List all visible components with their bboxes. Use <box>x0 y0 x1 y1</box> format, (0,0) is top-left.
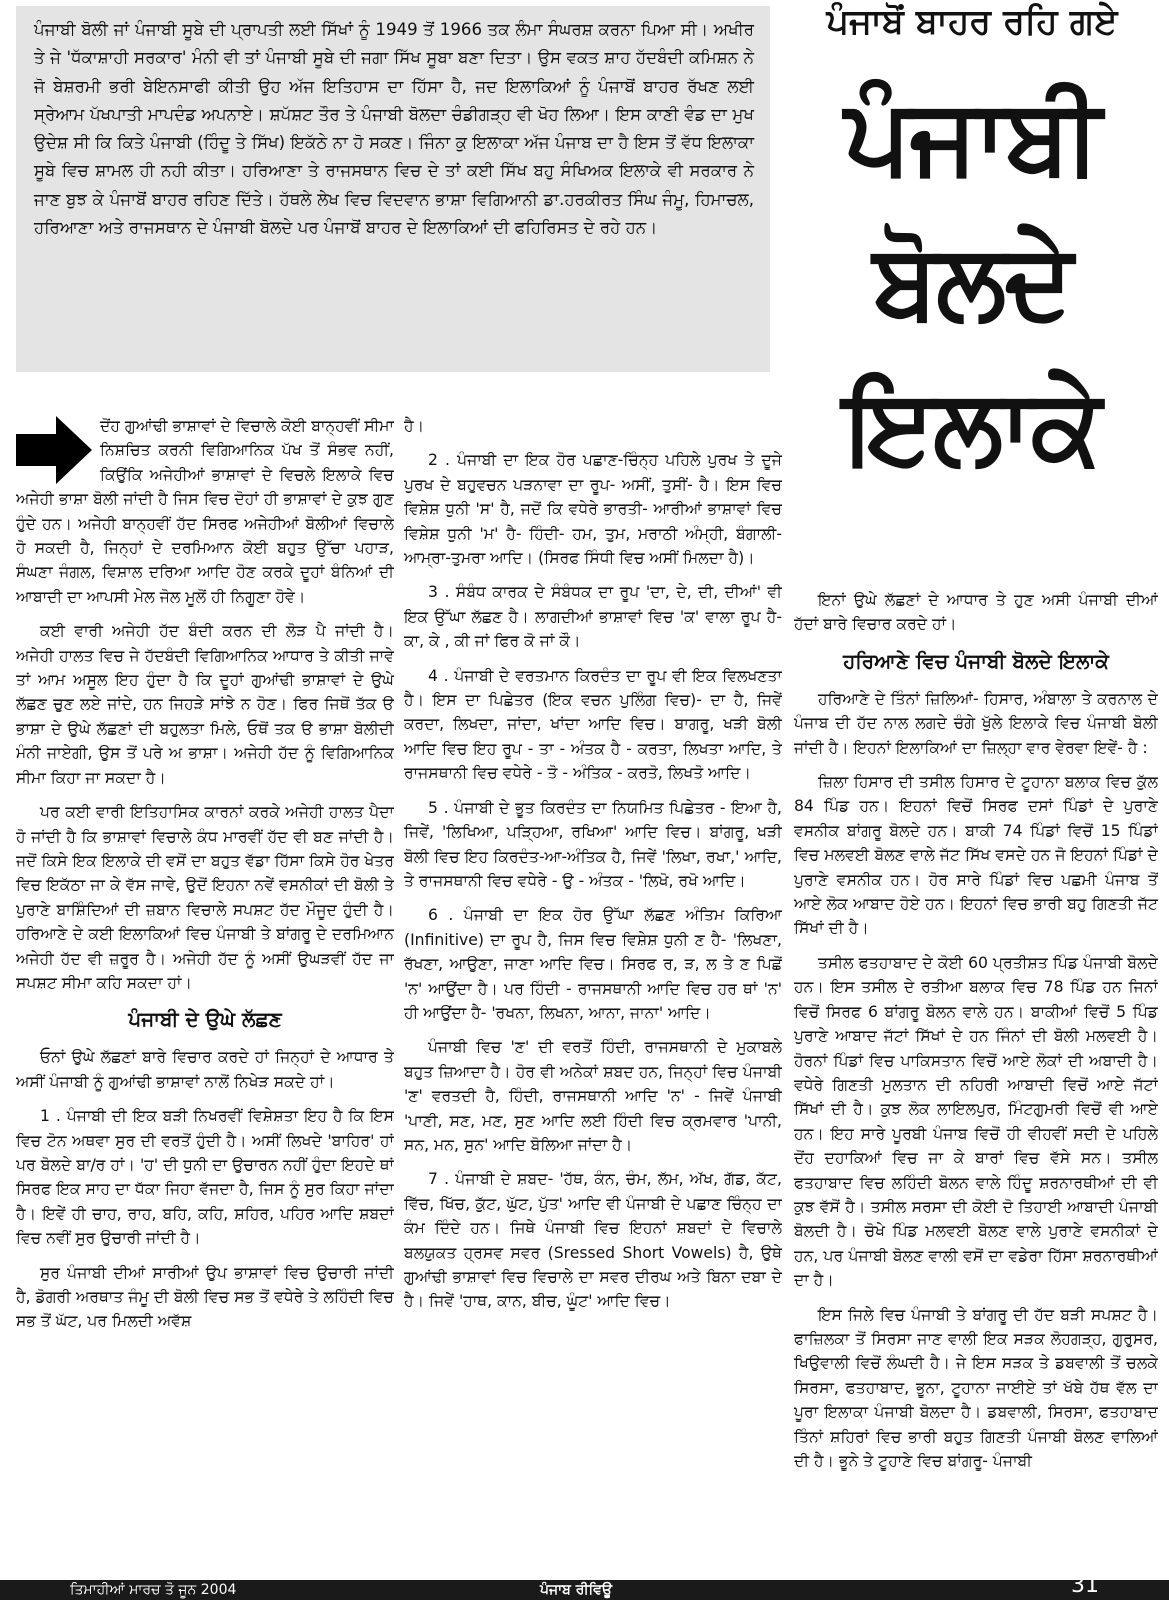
headline-line-1: ਪੰਜਾਬੀ <box>844 75 1100 197</box>
headline <box>782 64 1162 499</box>
section-heading: ਹਰਿਆਣੇ ਵਿਚ ਪੰਜਾਬੀ ਬੋਲਦੇ ਇਲਾਕੇ <box>843 648 1109 673</box>
page-number: 31 <box>1071 1573 1099 1598</box>
paragraph: ਦੋਂਹ ਗੁਆਂਢੀ ਭਾਸ਼ਾਵਾਂ ਦੇ ਵਿਚਾਲੇ ਕੋਈ ਬਾਨ੍ਹਵੀਂ ਸੀਮਾ ਨਿਸ਼ਚਿਤ ਕਰਨੀ ਵਿਗਿਆਨਿਕ ਪੱਖ ਤੋਂ ਸੰਭਵ ਨਹੀਂ, ਕਿਉਂਕਿ ਅਜੇਹੀਆਂ ਭਾਸ਼ਾਵਾਂ ਦੇ ਵਿਚਲੇ ਇਲਾਕੇ ਵਿਚ ਅਜੇਹੀ ਭਾਸ਼ਾ ਬੋਲੀ ਜਾਂਦੀ ਹੈ ਜਿਸ ਵਿਚ ਦੋਹਾਂ ਹੀ ਭਾਸ਼ਾਵਾਂ ਦੇ ਕੁਝ ਗੁਣ ਹੁੰਦੇ ਹਨ। ਅਜੇਹੀ ਬਾਨ੍ਹਵੀਂ ਹੱਦ ਸਿਰਫ ਅਜੇਹੀਆਂ ਬੋਲੀਆਂ ਵਿਚਾਲੇ ਹੋ ਸਕਦੀ ਹੈ, ਜਿਨ੍ਹਾਂ ਦੇ ਦਰਮਿਆਨ ਕੋਈ ਬਹੁਤ ਉੱਚਾ ਪਹਾੜ, ਸੰਘਣਾ ਜੰਗਲ, ਵਿਸ਼ਾਲ ਦਰਿਆ ਆਦਿ ਹੋਣ ਕਰਕੇ ਦੂਹਾਂ ਬੰਨਿਆਂ ਦੀ ਆਬਾਦੀ ਦਾ ਆਪਸੀ ਮੇਲ ਜੋਲ ਮੂਲੋਂ ਹੀ ਨਿਗੂਣਾ ਹੋਵੇ। <box>16 417 394 606</box>
paragraph: 5 . ਪੰਜਾਬੀ ਦੇ ਭੂਤ ਕਿਰਦੰਤ ਦਾ ਨਿਯਮਿਤ ਪਿਛੇਤਰ - ਇਆ ਹੈ, ਜਿਵੇਂ, 'ਲਿਖਿਆ, ਪੜ੍ਹਿਆ, ਰਖਿਆ' ਆਦਿ ਵਿਚ। ਬਾਂਗਰੂ, ਖੜੀ ਬੋਲੀ ਵਿਚ ਇਹ ਕਿਰਦੰਤ-ਆ-ਅੰਤਿਕ ਹੈ, ਜਿਵੇਂ 'ਲਿਖਾ, ਰਖਾ,' ਆਦਿ, ਤੇ ਰਾਜਸਥਾਨੀ ਵਿਚ ਵਧੇਰੇ - ਉ - ਅੰਤਕ - 'ਲਿਖੋ, ਰਖੋ ਆਦਿ। <box>404 798 782 890</box>
paragraph: ਪਰ ਕਈ ਵਾਰੀ ਇਤਿਹਾਸਿਕ ਕਾਰਨਾਂ ਕਰਕੇ ਅਜੇਹੀ ਹਾਲਤ ਪੈਦਾ ਹੋ ਜਾਂਦੀ ਹੈ ਕਿ ਭਾਸ਼ਾਵਾਂ ਵਿਚਾਲੇ ਕੰਧ ਮਾਰਵੀਂ ਹੱਦ ਵੀ ਬਣ ਜਾਂਦੀ ਹੈ। ਜਦੋਂ ਕਿਸੇ ਇਕ ਇਲਾਕੇ ਦੀ ਵਸੋਂ ਦਾ ਬਹੁਤ ਵੱਡਾ ਹਿੱਸਾ ਕਿਸੇ ਹੋਰ ਖੇਤਰ ਵਿਚ ਇਕੱਠਾ ਜਾ ਕੇ ਵੱਸ ਜਾਵੇ, ਉਦੋਂ ਇਹਨਾ ਨਵੇਂ ਵਸਨੀਕਾਂ ਦੀ ਬੋਲੀ ਤੇ ਪੁਰਾਣੇ ਬਾਸ਼ਿੰਦਿਆਂ ਦੀ ਜ਼ਬਾਨ ਵਿਚਾਲੇ ਸਪਸ਼ਟ ਹੱਦ ਮੌਜੂਦ ਹੁੰਦੀ ਹੈ। ਹਰਿਆਣੇ ਦੇ ਕਈ ਇਲਾਕਿਆਂ ਵਿਚ ਪੰਜਾਬੀ ਤੇ ਬਾਂਗਰੂ ਦੇ ਦਰਮਿਆਨ ਅਜੇਹੀ ਹੱਦ ਵੀ ਜ਼ਰੂਰ ਹੈ। ਅਜੇਹੀ ਹੱਦ ਨੂੰ ਅਸੀਂ ਉਘੜਵੀਂ ਹੱਦ ਜਾ ਸਪਸ਼ਟ ਸੀਮਾ ਕਹਿ ਸਕਦਾ ਹਾਂ। <box>16 803 394 992</box>
page-footer <box>0 1573 1169 1600</box>
intro-text: ਪੰਜਾਬੀ ਬੋਲੀ ਜਾਂ ਪੰਜਾਬੀ ਸੂਬੇ ਦੀ ਪ੍ਰਾਪਤੀ ਲਈ ਸਿੱਖਾਂ ਨੂੰ 1949 ਤੋਂ 1966 ਤਕ ਲੰਮਾ ਸੰਘਰਸ਼ ਕਰਨਾ ਪਿਆ ਸੀ। ਅਖੀਰ ਤੇ ਜੇ 'ਧੱਕਾਸ਼ਾਹੀ ਸਰਕਾਰ' ਮੰਨੀ ਵੀ ਤਾਂ ਪੰਜਾਬੀ ਸੂਬੇ ਦੀ ਜਗਾ ਸਿੱਖ ਸੂਬਾ ਬਣਾ ਦਿਤਾ। ਉਸ ਵਕਤ ਸ਼ਾਹ ਹੱਦਬੰਦੀ ਕਮਿਸ਼ਨ ਨੇ ਜੋ ਬੇਸ਼ਰਮੀ ਭਰੀ ਬੇਇਨਸਾਫੀ ਕੀਤੀ ਉਹ ਅੱਜ ਇਤਿਹਾਸ ਦਾ ਹਿੱਸਾ ਹੈ, ਜਦ ਇਲਾਕਿਆਂ ਨੂੰ ਪੰਜਾਬੋਂ ਬਾਹਰ ਰੱਖਣ ਲਈ ਸ੍ਰੇਆਮ ਪੱਖਪਾਤੀ ਮਾਪਦੰਡ ਅਪਨਾਏ। ਸ਼ਪੱਸ਼ਟ ਤੌਰ ਤੇ ਪੰਜਾਬੀ ਬੋਲਦਾ ਚੰਡੀਗੜ੍ਹ ਵੀ ਖੋਹ ਲਿਆ। ਇਸ ਕਾਣੀ ਵੰਡ ਦਾ ਮੁਖ ਉਦੇਸ਼ ਸੀ ਕਿ ਕਿਤੇ ਪੰਜਾਬੀ (ਹਿੰਦੂ ਤੇ ਸਿੱਖ) ਇਕੱਠੇ ਨਾ ਹੋ ਸਕਣ। ਜਿੰਨਾ ਕੁ ਇਲਾਕਾ ਅੱਜ ਪੰਜਾਬ ਦਾ ਹੈ ਇਸ ਤੋਂ ਵੱਧ ਇਲਾਕਾ ਸੂਬੇ ਵਿਚ ਸ਼ਾਮਲ ਹੀ ਨਹੀ ਕੀਤਾ। ਹਰਿਆਣਾ ਤੇ ਰਾਜਸਥਾਨ ਵਿਚ ਦੇ ਤਾਂ ਕਈ ਸਿੱਖ ਬਹੁ ਸੰਖਿਅਕ ਇਲਾਕੇ ਵੀ ਸਰਕਾਰ ਨੇ ਜਾਣ ਬੁਝ ਕੇ ਪੰਜਾਬੋਂ ਬਾਹਰ ਰਹਿਣ ਦਿੱਤੇ। ਹੱਥਲੇ ਲੇਖ ਵਿਚ ਵਿਦਵਾਨ ਭਾਸ਼ਾ ਵਿਗਿਆਨੀ ਡਾ.ਹਰਕੀਰਤ ਸਿੰਘ ਜੰਮੂ, ਹਿਮਾਚਲ, ਹਰਿਆਣਾ ਅਤੇ ਰਾਜਸਥਾਨ ਦੇ ਪੰਜਾਬੀ ਬੋਲਦੇ ਪਰ ਪੰਜਾਬੋਂ ਬਾਹਰ ਦੇ ਇਲਾਕਿਆਂ ਦੀ ਫਹਿਰਿਸਤ ਦੇ ਰਹੇ ਹਨ। <box>34 20 754 238</box>
article-column-2 <box>404 414 782 1579</box>
article-column-1 <box>16 414 394 1579</box>
paragraph: ਸੁਰ ਪੰਜਾਬੀ ਦੀਆਂ ਸਾਰੀਆਂ ਉਪ ਭਾਸ਼ਾਵਾਂ ਵਿਚ ਉਚਾਰੀ ਜਾਂਦੀ ਹੈ, ਡੋਗਰੀ ਅਰਥਾਤ ਜੰਮੂ ਦੀ ਬੋਲੀ ਵਿਚ ਸਭ ਤੋਂ ਵਧੇਰੇ ਤੇ ਲਹਿੰਦੀ ਵਿਚ ਸਭ ਤੋਂ ਘੱਟ, ਪਰ ਮਿਲਦੀ ਅਵੱਸ਼ <box>16 1263 394 1331</box>
kicker-title: ਪੰਜਾਬੋਂ ਬਾਹਰ ਰਹਿ ਗਏ <box>826 2 1118 42</box>
paragraph: ਜ਼ਿਲਾ ਹਿਸਾਰ ਦੀ ਤਸੀਲ ਹਿਸਾਰ ਦੇ ਟੂਹਾਨਾ ਬਲਾਕ ਵਿਚ ਕੁੱਲ 84 ਪਿੰਡ ਹਨ। ਇਹਨਾਂ ਵਿਚੋਂ ਸਿਰਫ ਦਸਾਂ ਪਿੰਡਾਂ ਦੇ ਪੁਰਾਣੇ ਵਸਨੀਕ ਬਾਂਗਰੂ ਬੋਲਦੇ ਹਨ। ਬਾਕੀ 74 ਪਿੰਡਾਂ ਵਿਚੋਂ 15 ਪਿੰਡਾਂ ਵਿਚ ਮਲਵਈ ਬੋਲਣ ਵਾਲੇ ਜੱਟ ਸਿੱਖ ਵਸਦੇ ਹਨ ਜੋ ਇਹਨਾਂ ਪਿੰਡਾਂ ਦੇ ਪੁਰਾਣੇ ਵਸਨੀਕ ਹਨ। ਹੋਰ ਸਾਰੇ ਪਿੰਡਾਂ ਵਿਚ ਪਛਮੀ ਪੰਜਾਬ ਤੋਂ ਆਏ ਲੋਕ ਆਬਾਦ ਹੋਏ ਹਨ। ਇਹਨਾਂ ਵਿਚ ਭਾਰੀ ਬਹੁ ਗਿਣਤੀ ਜੱਟ ਸਿੱਖਾਂ ਦੀ ਹੈ। <box>794 773 1158 938</box>
headline-line-3: ਇਲਾਕੇ <box>844 365 1100 487</box>
magazine-name: ਪੰਜਾਬ ਰੀਵਿਊ <box>540 1582 613 1598</box>
paragraph: 4 . ਪੰਜਾਬੀ ਦੇ ਵਰਤਮਾਨ ਕਿਰਦੰਤ ਦਾ ਰੂਪ ਵੀ ਇਕ ਵਿਲਖਣਤਾ ਹੈ। ਇਸ ਦਾ ਪਿਛੇਤਰ (ਇਕ ਵਚਨ ਪੁਲਿੰਗ ਵਿਚ)- ਦਾ ਹੈ, ਜਿਵੇਂ ਕਰਦਾ, ਲਿਖਦਾ, ਜਾਂਦਾ, ਖਾਂਦਾ ਆਦਿ ਵਿਚ। ਬਾਗਰੂ, ਖੜੀ ਬੋਲੀ ਆਦਿ ਵਿਚ ਇਹ ਰੂਪ - ਤਾ - ਅੰਤਕ ਹੈ - ਕਰਤਾ, ਲਿਖਤਾ ਆਦਿ, ਤੇ ਰਾਜਸਥਾਨੀ ਵਿਚ ਵਧੇਰੇ - ਤੋ - ਅੰਤਿਕ - ਕਰਤੋ, ਲਿਖਤੋ ਆਦਿ। <box>404 666 782 783</box>
paragraph: ਤਸੀਲ ਫਤਹਾਬਾਦ ਦੇ ਕੋਈ 60 ਪ੍ਰਤੀਸ਼ਤ ਪਿੰਡ ਪੰਜਾਬੀ ਬੋਲਦੇ ਹਨ। ਇਸ ਤਸੀਲ ਦੇ ਰਤੀਆ ਬਲਾਕ ਵਿਚ 78 ਪਿੰਡ ਹਨ ਜਿਨਾਂ ਵਿਚੋਂ ਸਿਰਫ 6 ਬਾਂਗਰੂ ਬੋਲਨ ਵਾਲੇ ਹਨ। ਬਾਕੀਆਂ ਵਿਚੋਂ 5 ਪਿੰਡ ਪੁਰਾਣੇ ਆਬਾਦ ਜੱਟਾਂ ਸਿੱਖਾਂ ਦੇ ਹਨ ਜਿੰਨਾਂ ਦੀ ਬੋਲੀ ਮਲਵਈ ਹੈ। ਹੋਰਨਾਂ ਪਿੰਡਾਂ ਵਿਚ ਪਾਕਿਸਤਾਨ ਵਿਚੋਂ ਆਏ ਲੋਕਾਂ ਦੀ ਅਬਾਦੀ ਹੈ। ਵਧੇਰੇ ਗਿਣਤੀ ਮੁਲਤਾਨ ਦੀ ਨਹਿਰੀ ਆਬਾਦੀ ਵਿਚੋਂ ਆਏ ਜੱਟਾਂ ਸਿੱਖਾਂ ਦੀ ਹੈ। ਕੁਝ ਲੋਕ ਲਾਇਲਪੁਰ, ਮਿੰਟਗੁਮਰੀ ਵਿਚੋਂ ਵੀ ਆਏ ਹਨ। ਇਹ ਸਾਰੇ ਪੂਰਬੀ ਪੰਜਾਬ ਵਿਚੋਂ ਹੀ ਵੀਹਵੀਂ ਸਦੀ ਦੇ ਪਹਿਲੇ ਦੋਂਹ ਦਹਾਕਿਆਂ ਵਿਚ ਜਾ ਕੇ ਬਾਰਾਂ ਵਿਚ ਵੱਸੇ ਸਨ। ਤਸੀਲ ਫਤਹਾਬਾਦ ਵਿਚ ਲਹਿੰਦੀ ਬੋਲਨ ਵਾਲੇ ਹਿੰਦੂ ਸ਼ਰਨਾਰਥੀਆਂ ਦੀ ਵੀ ਕੁਝ ਵੱਸੋਂ ਹੈ। ਤਸੀਲ ਸਰਸਾ ਦੀ ਕੋਈ ਦੋ ਤਿਹਾਈ ਆਬਾਦੀ ਪੰਜਾਬੀ ਬੋਲਦੀ ਹੈ। ਚੋਖੇ ਪਿੰਡ ਮਲਵਈ ਬੋਲਣ ਵਾਲੇ ਪੁਰਾਣੇ ਵਸਨੀਕਾਂ ਦੇ ਹਨ, ਪਰ ਪੰਜਾਬੀ ਬੋਲਣ ਵਾਲੀ ਵਸੋਂ ਦਾ ਵਡੇਰਾ ਹਿੱਸਾ ਸ਼ਰਨਾਰਥੀਆਂ ਦਾ ਹੈ। <box>794 953 1158 1290</box>
paragraph: ਹਰਿਆਣੇ ਦੇ ਤਿੰਨਾਂ ਜ਼ਿਲਿਆਂ- ਹਿਸਾਰ, ਅੰਬਾਲਾ ਤੇ ਕਰਨਾਲ ਦੇ ਪੰਜਾਬ ਦੀ ਹੱਦ ਨਾਲ ਲਗਦੇ ਚੰਗੇ ਖੁੱਲੇ ਇਲਾਕੇ ਵਿਚ ਪੰਜਾਬੀ ਬੋਲੀ ਜਾਂਦੀ ਹੈ। ਇਹਨਾਂ ਇਲਾਕਿਆਂ ਦਾ ਜ਼ਿਲ੍ਹਾ ਵਾਰ ਵੇਰਵਾ ਇਵੇਂ- ਹੈ : <box>794 689 1158 757</box>
paragraph: 3 . ਸੰਬੰਧ ਕਾਰਕ ਦੇ ਸੰਬੰਧਕ ਦਾ ਰੂਪ 'ਦਾ, ਦੇ, ਦੀ, ਦੀਆਂ' ਵੀ ਇਕ ਉੱਘਾ ਲੱਛਣ ਹੈ। ਲਾਗਦੀਆਂ ਭਾਸ਼ਾਵਾਂ ਵਿਚ 'ਕ' ਵਾਲਾ ਰੂਪ ਹੈ- ਕਾ, ਕੇ , ਕੀ ਜਾਂ ਫਿਰ ਕੋ ਜਾਂ ਕੌ। <box>404 583 782 651</box>
paragraph: ਹੈ। <box>404 417 425 435</box>
paragraph: ਇਸ ਜਿਲੇ ਵਿਚ ਪੰਜਾਬੀ ਤੇ ਬਾਂਗਰੂ ਦੀ ਹੱਦ ਬੜੀ ਸਪਸ਼ਟ ਹੈ। ਫਾਜ਼ਿਲਕਾ ਤੋਂ ਸਿਰਸਾ ਜਾਣ ਵਾਲੀ ਇਕ ਸੜਕ ਲੋਹਗੜ੍ਹ, ਗੁਰੁਸਰ, ਖਿਉਵਾਲੀ ਵਿਚੋਂ ਲੰਘਦੀ ਹੈ। ਜੇ ਇਸ ਸੜਕ ਤੇ ਡਬਵਾਲੀ ਤੋਂ ਚਲਕੇ ਸਿਰਸਾ, ਫਤਹਾਬਾਦ, ਭੂਨਾ, ਟੂਹਾਨਾ ਜਾਈਏ ਤਾਂ ਖੱਬੇ ਹੱਥ ਵੱਲ ਦਾ ਪੂਰਾ ਇਲਾਕਾ ਪੰਜਾਬੀ ਬੋਲਦਾ ਹੈ। ਡਬਵਾਲੀ, ਸਿਰਸਾ, ਫਤਹਾਬਾਦ ਤਿੰਨਾਂ ਸ਼ਹਿਰਾਂ ਵਿਚ ਭਾਰੀ ਬਹੁਤ ਗਿਣਤੀ ਪੰਜਾਬੀ ਬੋਲਣ ਵਾਲਿਆਂ ਦੀ ਹੈ। ਭੂਨੇ ਤੇ ਟੂਹਾਣੇ ਵਿਚ ਬਾਂਗਰੂ- ਪੰਜਾਬੀ <box>794 1305 1158 1470</box>
paragraph: ਓਨਾਂ ਉਘੇ ਲੱਛਣਾਂ ਬਾਰੇ ਵਿਚਾਰ ਕਰਦੇ ਹਾਂ ਜਿਨ੍ਹਾਂ ਦੇ ਆਧਾਰ ਤੇ ਅਸੀਂ ਪੰਜਾਬੀ ਨੂੰ ਗੁਆਂਢੀ ਭਾਸ਼ਾਵਾਂ ਨਾਲੋਂ ਨਿਖੇੜ ਸਕਦੇ ਹਾਂ। <box>16 1048 394 1091</box>
headline-line-2: ਬੋਲਦੇ <box>872 220 1072 342</box>
paragraph: 6 . ਪੰਜਾਬੀ ਦਾ ਇਕ ਹੋਰ ਉੱਘਾ ਲੱਛਣ ਅੰਤਿਮ ਕਿਰਿਆ (Infinitive) ਦਾ ਰੂਪ ਹੈ, ਜਿਸ ਵਿਚ ਵਿਸ਼ੇਸ਼ ਧੁਨੀ ਣ ਹੈ- 'ਲਿਖਣਾ, ਰੱਖਣਾ, ਆਉਣਾ, ਜਾਣਾ ਆਦਿ ਵਿਚ। ਸਿਰਫ ਰ, ੜ, ਲ ਤੇ ਣ ਪਿਛੋਂ 'ਨ' ਆਉਂਦਾ ਹੈ। ਪਰ ਹਿੰਦੀ - ਰਾਜਸਥਾਨੀ ਆਦਿ ਵਿਚ ਹਰ ਥਾਂ 'ਨ' ਹੀ ਆਉਂਦਾ ਹੈ- 'ਰਖਨਾ, ਲਿਖਨਾ, ਆਨਾ, ਜਾਨਾ' ਆਦਿ। <box>404 906 782 1022</box>
paragraph: ਕਈ ਵਾਰੀ ਅਜੇਹੀ ਹੱਦ ਬੰਦੀ ਕਰਨ ਦੀ ਲੋੜ ਪੈ ਜਾਂਦੀ ਹੈ। ਅਜੇਹੀ ਹਾਲਤ ਵਿਚ ਜੇ ਹੱਦਬੰਦੀ ਵਿਗਿਆਨਿਕ ਆਧਾਰ ਤੇ ਕੀਤੀ ਜਾਵੇ ਤਾਂ ਆਮ ਅਸੂਲ ਇਹ ਹੁੰਦਾ ਹੈ ਕਿ ਦੂਹਾਂ ਗੁਆਂਢੀ ਭਾਸ਼ਾਵਾਂ ਦੇ ਉਘੇ ਲੱਛਣ ਚੁਣ ਲਏ ਜਾਂਦੇ, ਹਨ ਜਿਹੜੇ ਸਾਂਝੇ ਨ ਹੋਣ। ਫਿਰ ਜਿਥੋਂ ਤੱਕ ੳ ਭਾਸ਼ਾ ਦੇ ਉਘੇ ਲੱਛਣਾਂ ਦੀ ਬਹੁਲਤਾ ਮਿਲੇ, ਓਥੋਂ ਤਕ ੳ ਭਾਸ਼ਾ ਬੋਲੀਦੀ ਮੰਨੀ ਜਾਏਗੀ, ਉਸ ਤੋਂ ਪਰੇ ਅ ਭਾਸ਼ਾ। ਅਜੇਹੀ ਹੱਦ ਨੂੰ ਵਿਗਿਆਨਿਕ ਸੀਮਾ ਕਿਹਾ ਜਾ ਸਕਦਾ ਹੈ। <box>16 622 394 787</box>
paragraph: 2 . ਪੰਜਾਬੀ ਦਾ ਇਕ ਹੋਰ ਪਛਾਣ-ਚਿੰਨ੍ਹ ਪਹਿਲੇ ਪੁਰਖ ਤੇ ਦੂਜੇ ਪੁਰਖ ਦੇ ਬਹੁਵਚਨ ਪੜਨਾਵਾ ਦਾ ਰੂਪ- ਅਸੀਂ, ਤੁਸੀਂ- ਹੈ। ਇਸ ਵਿਚ ਵਿਸ਼ੇਸ਼ ਧੁਨੀ 'ਸ' ਹੈ, ਜਦੋਂ ਕਿ ਵਧੇਰੇ ਭਾਰਤੀ- ਆਰੀਆਂ ਭਾਸ਼ਾਵਾਂ ਵਿਚ ਵਿਸ਼ੇਸ਼ ਧੁਨੀ 'ਮ' ਹੈ- ਹਿੰਦੀ- ਹਮ, ਤੁਮ, ਮਰਾਠੀ ਅੰਮ੍ਹੀ, ਬੰਗਾਲੀ- ਆਮ੍ਰਾ-ਤੁਮਰਾ ਆਦਿ। (ਸਿਰਫ ਸਿੰਧੀ ਵਿਚ ਅਸੀਂ ਮਿਲਦਾ ਹੈ)। <box>404 451 782 568</box>
intro-box <box>16 6 770 372</box>
paragraph: 1 . ਪੰਜਾਬੀ ਦੀ ਇਕ ਬੜੀ ਨਿਖਰਵੀਂ ਵਿਸ਼ੇਸ਼ਤਾ ਇਹ ਹੈ ਕਿ ਇਸ ਵਿਚ ਟੋਨ ਅਥਵਾ ਸੁਰ ਦੀ ਵਰਤੋਂ ਹੁੰਦੀ ਹੈ। ਅਸੀਂ ਲਿਖਦੇ 'ਬਾਹਿਰ' ਹਾਂ ਪਰ ਬੋਲਦੇ ਬਾ/ਰ ਹਾਂ। 'ਹ' ਦੀ ਧੁਨੀ ਦਾ ਉਚਾਰਨ ਨਹੀਂ ਹੁੰਦਾ ਇਹਦੇ ਥਾਂ ਸਿਰਫ ਇਕ ਸਾਹ ਦਾ ਧੱਕਾ ਜਿਹਾ ਵੱਜਦਾ ਹੈ, ਜਿਸ ਨੂੰ ਸੁਰ ਕਿਹਾ ਜਾਂਦਾ ਹੈ। ਇਵੇਂ ਹੀ ਚਾਹ, ਰਾਹ, ਬਹਿ, ਕਹਿ, ਸ਼ਹਿਰ, ਪਹਿਰ ਆਦਿ ਸ਼ਬਦਾਂ ਵਿਚ ਨਵੀਂ ਸੁਰ ਉਚਾਰੀ ਜਾਂਦੀ ਹੈ। <box>16 1107 394 1248</box>
paragraph: 7 . ਪੰਜਾਬੀ ਦੇ ਸ਼ਬਦ- 'ਹੱਥ, ਕੰਨ, ਚੰਮ, ਲੱਮ, ਅੱਖ, ਗੱਡ, ਕੱਟ, ਵਿੱਚ, ਖਿੱਚ, ਕੁੱਟ, ਘੁੱਟ, ਪੁੱਤ' ਆਦਿ ਵੀ ਪੰਜਾਬੀ ਦੇ ਪਛਾਣ ਚਿੰਨ੍ਹ ਦਾ ਕੰਮ ਦਿੰਦੇ ਹਨ। ਜਿਥੇ ਪੰਜਾਬੀ ਵਿਚ ਇਹਨਾਂ ਸ਼ਬਦਾਂ ਦੇ ਵਿਚਾਲੇ ਬਲਯੁਕਤ ਹ੍ਰਸਵ ਸਵਰ (Sressed Short Vowels) ਹੈ, ਉਥੇ ਗੁਆਂਢੀ ਭਾਸ਼ਾਵਾਂ ਵਿਚ ਵਿਚਾਲੇ ਦਾ ਸਵਰ ਦੀਰਘ ਅਤੇ ਬਿਨਾ ਦਬਾ ਦੇ ਹੈ। ਜਿਵੇਂ 'ਹਾਥ, ਕਾਨ, ਬੀਚ, ਘੂੰਟ' ਆਦਿ ਵਿਚ। <box>404 1170 782 1311</box>
issue-date: ਤਿਮਾਹੀਆਂ ਮਾਰਚ ਤੋ ਜੂਨ 2004 <box>70 1582 237 1598</box>
paragraph: ਪੰਜਾਬੀ ਵਿਚ 'ਣ' ਦੀ ਵਰਤੋਂ ਹਿੰਦੀ, ਰਾਜਸਥਾਨੀ ਦੇ ਮੁਕਾਬਲੇ ਬਹੁਤ ਜ਼ਿਆਦਾ ਹੈ। ਹੋਰ ਵੀ ਅਨੇਕਾਂ ਸ਼ਬਦ ਹਨ, ਜਿਨ੍ਹਾਂ ਵਿਚ ਪੰਜਾਬੀ 'ਣ' ਵਰਤਦੀ ਹੈ, ਹਿੰਦੀ, ਰਾਜਸਥਾਨੀ ਆਦਿ 'ਨ' - ਜਿਵੇਂ ਪੰਜਾਬੀ 'ਪਾਣੀ, ਸਣ, ਮਣ, ਸੁਣ ਆਦਿ ਲਈ ਹਿੰਦੀ ਵਿਚ ਕ੍ਰਮਵਾਰ 'ਪਾਨੀ, ਸਨ, ਮਨ, ਸੁਨ' ਆਦਿ ਬੋਲਿਆ ਜਾਂਦਾ ਹੈ। <box>404 1038 782 1154</box>
paragraph: ਇਨਾਂ ਉਘੇ ਲੱਛਣਾਂ ਦੇ ਆਧਾਰ ਤੇ ਹੁਣ ਅਸੀ ਪੰਜਾਬੀ ਦੀਆਂ ਹੱਦਾਂ ਬਾਰੇ ਵਿਚਾਰ ਕਰਦੇ ਹਾਂ। <box>794 591 1158 634</box>
section-heading: ਪੰਜਾਬੀ ਦੇ ਉਘੇ ਲੱਛਣ <box>128 1007 282 1032</box>
article-column-3 <box>794 588 1158 1578</box>
right-arrow-icon <box>16 416 92 484</box>
